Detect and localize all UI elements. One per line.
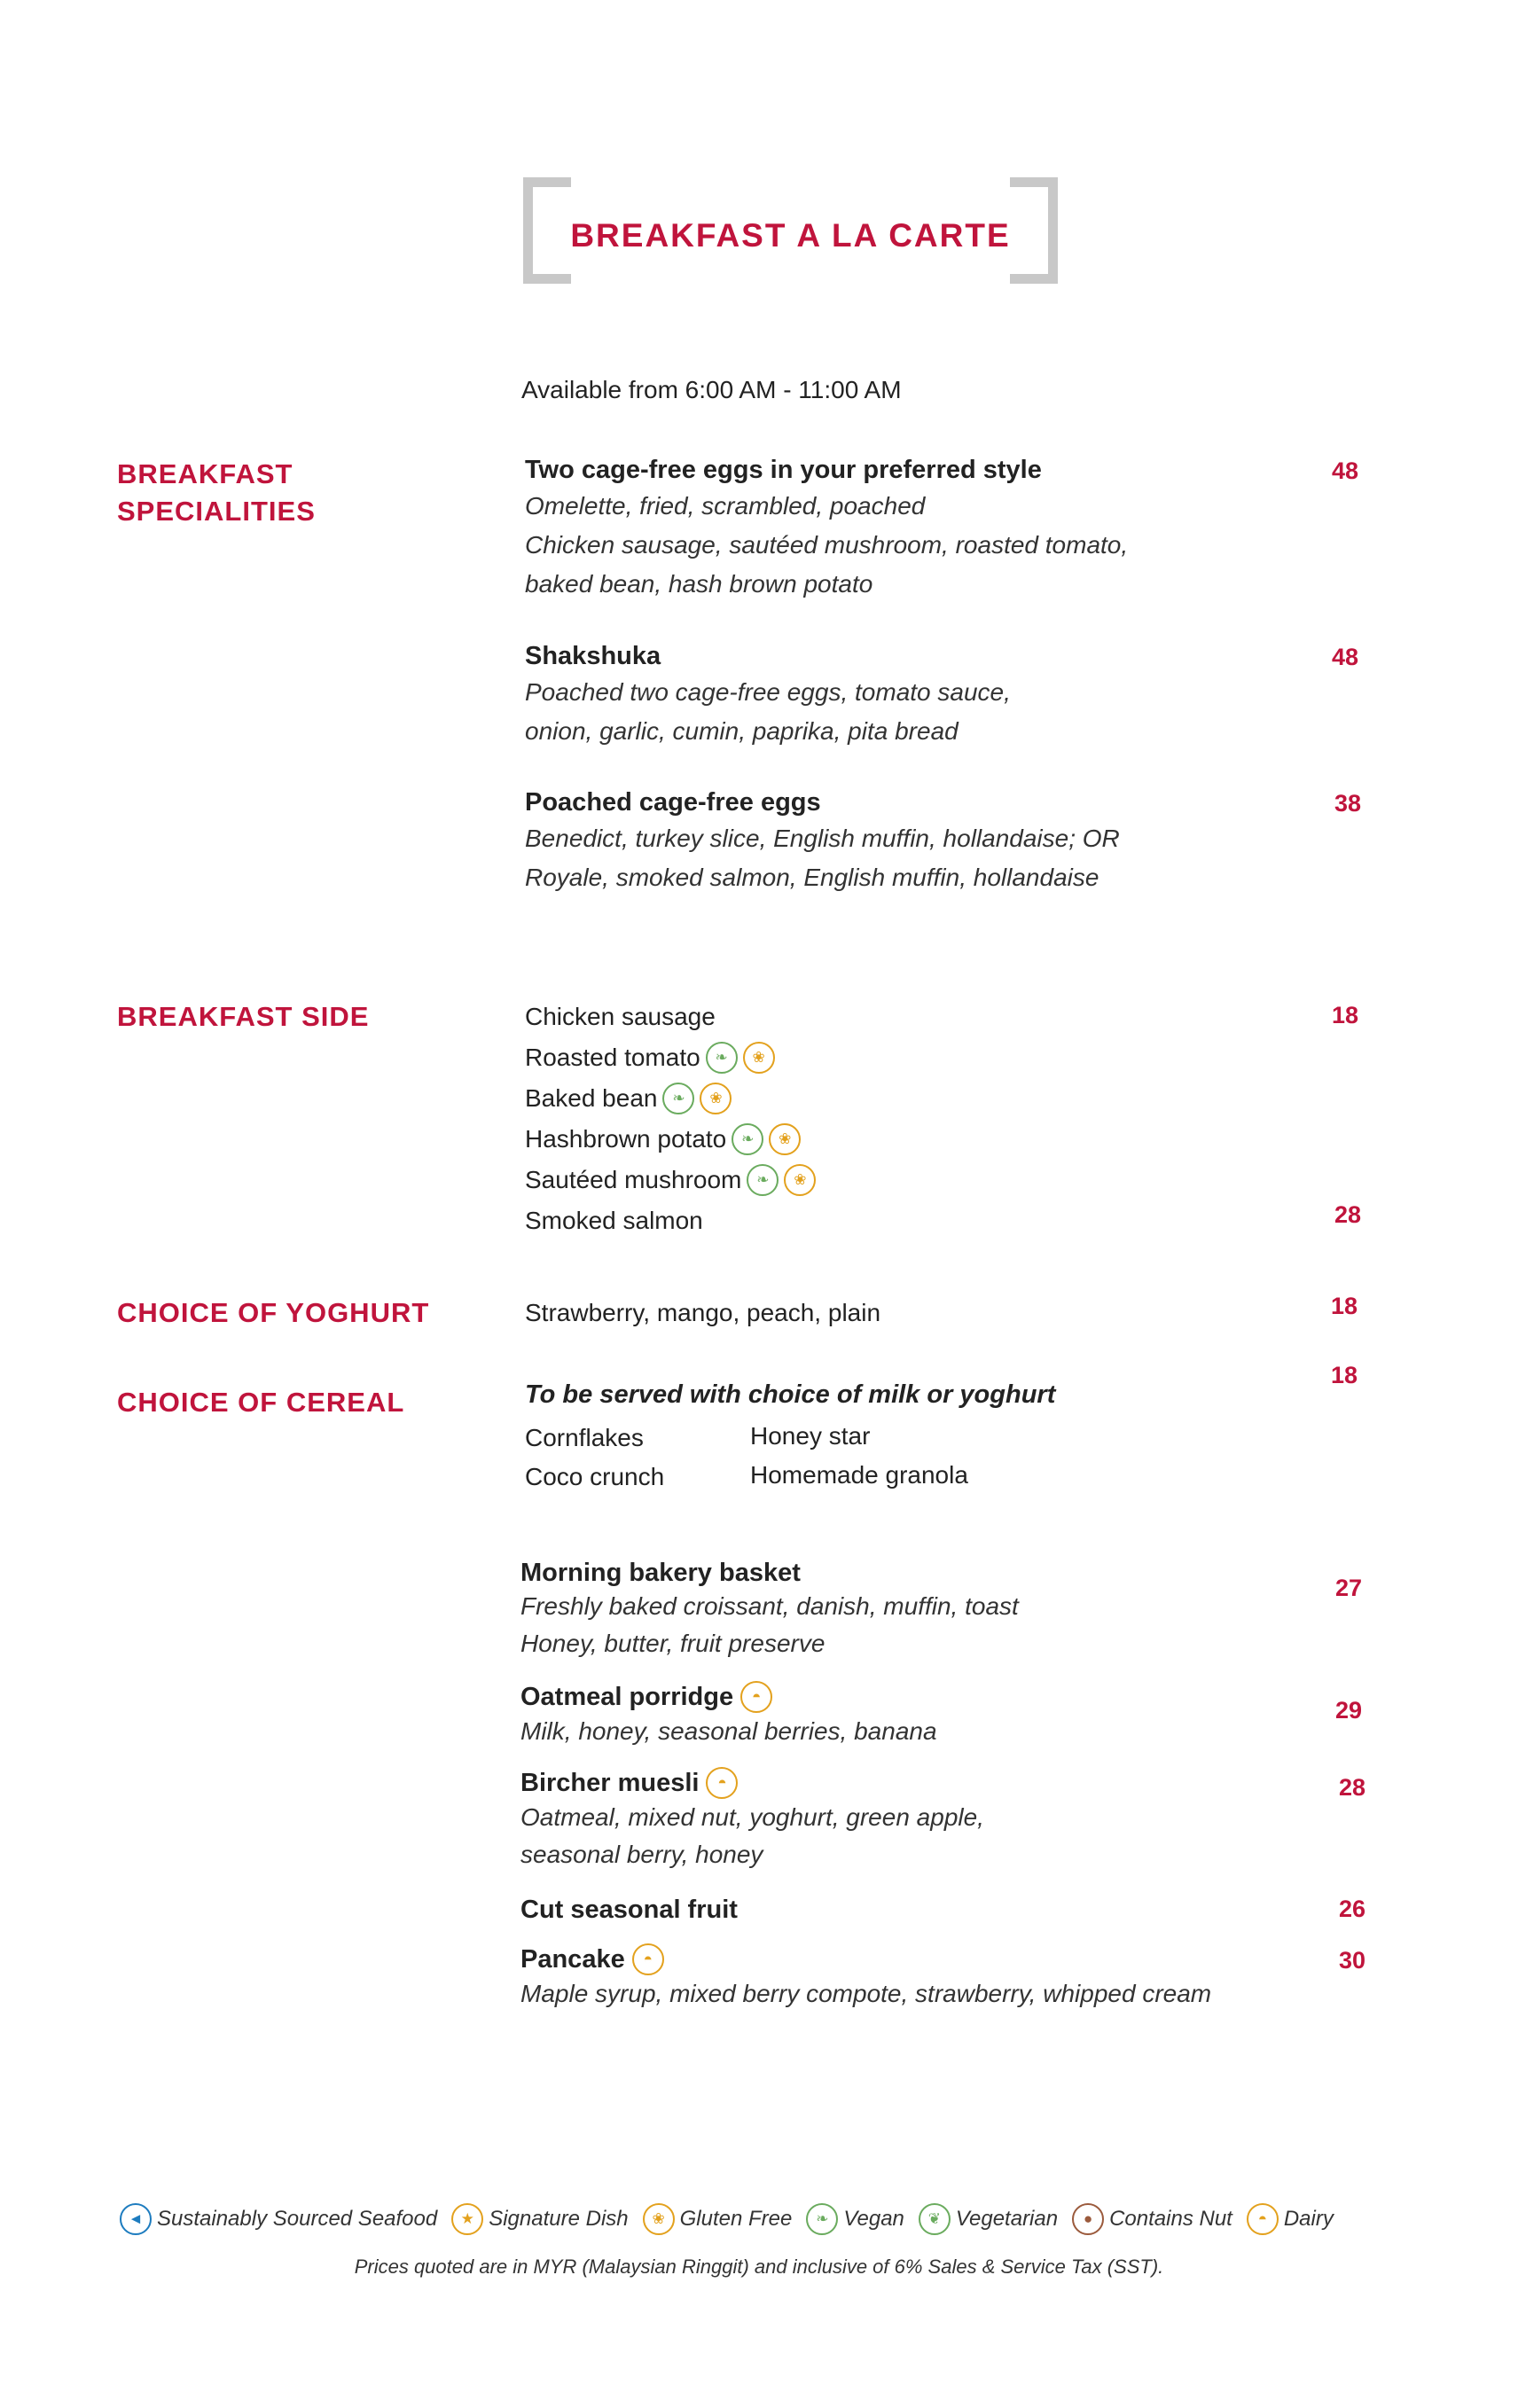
side-name: Roasted tomato bbox=[525, 1044, 700, 1071]
gluten-free-icon: ❀ bbox=[743, 1042, 775, 1074]
item-description: Royale, smoked salmon, English muffin, hollandaise bbox=[525, 864, 1099, 891]
legend-label: Signature Dish bbox=[489, 2207, 629, 2231]
item-description: Milk, honey, seasonal berries, banana bbox=[520, 1717, 937, 1745]
dairy-icon: ◓ bbox=[632, 1943, 664, 1975]
legend-item bbox=[451, 2203, 628, 2235]
item-name: Two cage-free eggs in your preferred style bbox=[525, 456, 1042, 484]
item-description: Freshly baked croissant, danish, muffin, toast bbox=[520, 1592, 1019, 1620]
item-name: Pancake bbox=[520, 1944, 625, 1974]
yoghurt-items: Strawberry, mango, peach, plain bbox=[525, 1299, 881, 1326]
vegan-icon: ❧ bbox=[732, 1123, 763, 1155]
cereal-col-2 bbox=[750, 1417, 968, 1495]
section-heading-cereal: CHOICE OF CEREAL bbox=[117, 1387, 405, 1418]
item-description: Benedict, turkey slice, English muffin, hollandaise; OR bbox=[525, 825, 1120, 852]
item-price: 18 bbox=[1330, 1362, 1358, 1388]
item-name-row bbox=[520, 1767, 984, 1799]
side-list bbox=[525, 997, 816, 1241]
legend-item bbox=[643, 2203, 793, 2235]
item-price: 26 bbox=[1338, 1896, 1365, 1922]
nut-icon: ● bbox=[1072, 2203, 1104, 2235]
legend-item bbox=[919, 2203, 1058, 2235]
item-description: Maple syrup, mixed berry compote, strawberry, whipped cream bbox=[520, 1980, 1212, 2007]
item-name-row bbox=[520, 1681, 937, 1713]
item-price: 29 bbox=[1334, 1697, 1362, 1724]
item-name: Oatmeal porridge bbox=[520, 1682, 734, 1711]
legend-label: Dairy bbox=[1283, 2207, 1334, 2231]
menu-item bbox=[525, 642, 1011, 751]
menu-item bbox=[520, 1767, 984, 1873]
item-price: 18 bbox=[1330, 1293, 1358, 1319]
menu-item bbox=[525, 788, 1120, 897]
side-name: Smoked salmon bbox=[525, 1207, 703, 1234]
item-description: seasonal berry, honey bbox=[520, 1841, 763, 1868]
menu-item bbox=[525, 456, 1128, 604]
legend-label: Gluten Free bbox=[679, 2207, 793, 2231]
chef-icon: ★ bbox=[451, 2203, 483, 2235]
list-item: Coco crunch bbox=[525, 1463, 665, 1490]
availability-text: Available from 6:00 AM - 11:00 AM bbox=[521, 376, 902, 403]
item-price: 18 bbox=[1331, 1002, 1358, 1028]
menu-item bbox=[520, 1559, 1019, 1662]
item-price: 30 bbox=[1338, 1947, 1365, 1974]
list-item bbox=[525, 1078, 816, 1119]
item-name: Shakshuka bbox=[525, 642, 661, 670]
item-price: 48 bbox=[1331, 457, 1358, 484]
leaf-icon: ❧ bbox=[806, 2203, 838, 2235]
gluten-free-icon: ❀ bbox=[700, 1083, 732, 1114]
legend-label: Sustainably Sourced Seafood bbox=[157, 2207, 438, 2231]
wheat-icon: ❀ bbox=[643, 2203, 675, 2235]
list-item: Homemade granola bbox=[750, 1461, 968, 1489]
sprout-icon: ❦ bbox=[919, 2203, 951, 2235]
item-description: baked bean, hash brown potato bbox=[525, 570, 873, 598]
section-heading-specialities: BREAKFAST SPECIALITIES bbox=[117, 458, 316, 527]
list-item: Honey star bbox=[750, 1422, 871, 1450]
milk-icon: ◓ bbox=[1247, 2203, 1279, 2235]
item-price: 48 bbox=[1331, 644, 1358, 670]
list-item: Cornflakes bbox=[525, 1424, 644, 1451]
list-item bbox=[525, 1037, 816, 1078]
gluten-free-icon: ❀ bbox=[784, 1164, 816, 1196]
legend-label: Vegetarian bbox=[955, 2207, 1059, 2231]
item-name: Morning bakery basket bbox=[520, 1559, 801, 1587]
side-name: Hashbrown potato bbox=[525, 1125, 727, 1153]
legend bbox=[120, 2203, 1405, 2235]
menu-item bbox=[520, 1896, 738, 1925]
vegan-icon: ❧ bbox=[662, 1083, 694, 1114]
section-heading-side: BREAKFAST SIDE bbox=[117, 1001, 370, 1032]
legend-item bbox=[1072, 2203, 1232, 2235]
vegan-icon: ❧ bbox=[706, 1042, 738, 1074]
item-name: Bircher muesli bbox=[520, 1768, 700, 1797]
legend-item bbox=[806, 2203, 904, 2235]
item-price: 27 bbox=[1334, 1575, 1362, 1601]
item-description: Omelette, fried, scrambled, poached bbox=[525, 492, 926, 520]
dairy-icon: ◓ bbox=[706, 1767, 738, 1799]
item-price: 28 bbox=[1334, 1201, 1361, 1228]
list-item bbox=[525, 1160, 816, 1200]
legend-item bbox=[120, 2203, 437, 2235]
item-price: 38 bbox=[1334, 790, 1361, 817]
dairy-icon: ◓ bbox=[740, 1681, 772, 1713]
list-item bbox=[525, 1119, 816, 1160]
gluten-free-icon: ❀ bbox=[769, 1123, 801, 1155]
item-price: 28 bbox=[1338, 1774, 1365, 1801]
side-name: Chicken sausage bbox=[525, 1003, 716, 1030]
side-name: Baked bean bbox=[525, 1084, 658, 1112]
item-description: Poached two cage-free eggs, tomato sauce, bbox=[525, 678, 1011, 706]
item-description: Honey, butter, fruit preserve bbox=[520, 1630, 826, 1657]
item-description: Oatmeal, mixed nut, yoghurt, green apple, bbox=[520, 1803, 984, 1831]
item-description: Chicken sausage, sautéed mushroom, roasted tomato, bbox=[525, 531, 1129, 559]
menu-item bbox=[520, 1681, 937, 1750]
page-title: BREAKFAST A LA CARTE bbox=[570, 217, 1011, 254]
vegan-icon: ❧ bbox=[747, 1164, 779, 1196]
legend-item bbox=[1247, 2203, 1334, 2235]
cereal-note: To be served with choice of milk or yoghurt bbox=[525, 1380, 1056, 1409]
price-footnote: Prices quoted are in MYR (Malaysian Ringgit) and inclusive of 6% Sales & Service Tax (SST). bbox=[354, 2256, 1164, 2278]
cereal-col-1 bbox=[525, 1419, 664, 1497]
side-name: Sautéed mushroom bbox=[525, 1166, 742, 1193]
fish-icon: ◄ bbox=[120, 2203, 152, 2235]
menu-item bbox=[520, 1943, 1211, 2013]
item-name: Poached cage-free eggs bbox=[525, 788, 821, 817]
item-name: Cut seasonal fruit bbox=[520, 1896, 738, 1924]
list-item bbox=[525, 1200, 816, 1241]
item-description: onion, garlic, cumin, paprika, pita bread bbox=[525, 717, 959, 745]
list-item bbox=[525, 997, 816, 1037]
item-name-row bbox=[520, 1943, 1211, 1975]
legend-label: Contains Nut bbox=[1109, 2207, 1232, 2231]
legend-label: Vegan bbox=[843, 2207, 904, 2231]
section-heading-yoghurt: CHOICE OF YOGHURT bbox=[117, 1297, 430, 1328]
